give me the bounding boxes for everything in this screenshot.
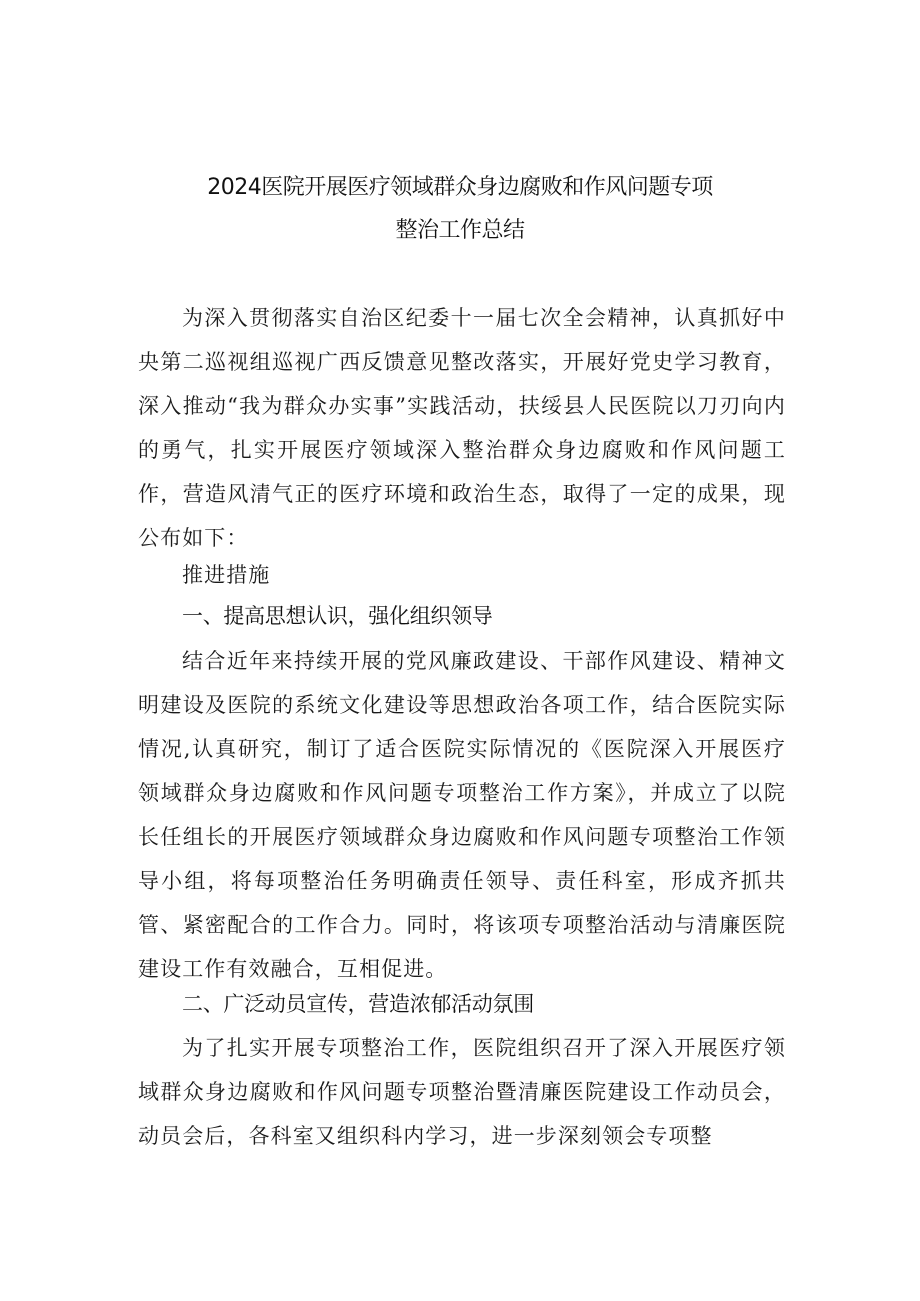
document-title-line-2: 整治工作总结 <box>395 218 525 243</box>
section-heading-2: 二、广泛动员宣传，营造浓郁活动氛围 <box>182 992 534 1016</box>
section-2-paragraph: 为了扎实开展专项整治工作，医院组织召开了深入开展医疗领域群众身边腐败和作风问题专项整治暨清廉医院建设工作动员会，动员会后，各科室又组织科内学习，进一步深刻领会专项整 <box>138 1036 786 1148</box>
document-title-line-1: 2024医院开展医疗领域群众身边腐败和作风问题专项 <box>207 175 713 200</box>
section-heading-1: 一、提高思想认识，强化组织领导 <box>182 604 493 628</box>
section-1-paragraph: 结合近年来持续开展的党风廉政建设、干部作风建设、精神文明建设及医院的系统文化建设等思想政治各项工作，结合医院实际情况,认真研究，制订了适合医院实际情况的《医院深入开展医疗领域群众身边腐败和作风问题专项整治工作方案》，并成立了以院长任组长的开展医疗领域群众身边腐败和作风问题专项整治工作领导小组，将每项整治任务明确责任领导、责任科室，形成齐抓共管、紧密配合的工作合力。同时，将该项专项整治活动与清廉医院建设工作有效融合，互相促进。 <box>138 649 786 981</box>
section-label: 推进措施 <box>182 563 271 587</box>
intro-paragraph: 为深入贯彻落实自治区纪委十一届七次全会精神，认真抓好中央第二巡视组巡视广西反馈意见整改落实，开展好党史学习教育，深入推动“我为群众办实事”实践活动，扶绥县人民医院以刀刃向内的勇气，扎实开展医疗领域深入整治群众身边腐败和作风问题工作，营造风清气正的医疗环境和政治生态，取得了一定的成果，现公布如下： <box>138 306 786 550</box>
